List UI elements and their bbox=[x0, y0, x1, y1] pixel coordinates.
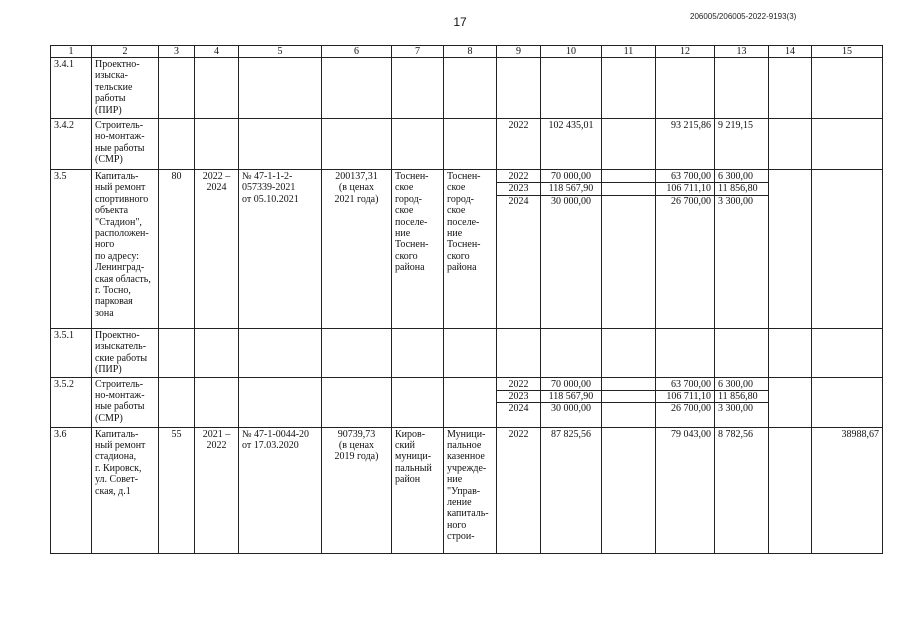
row-number: 3.6 bbox=[51, 427, 92, 553]
item-name: Капиталь- ный ремонт стадиона, г. Кировск, ул. Совет- ская, д.1 bbox=[92, 427, 159, 553]
local-cell: 6 300,00 bbox=[718, 171, 753, 182]
total-cell: 30 000,00 bbox=[541, 402, 601, 414]
program-table bbox=[50, 45, 883, 554]
total-cell: 102 435,01 bbox=[541, 119, 602, 170]
header-cell: 11 bbox=[602, 46, 656, 58]
local-cell: 3 300,00 bbox=[715, 402, 768, 414]
header-cell: 14 bbox=[769, 46, 812, 58]
customer-cell: Тоснен- ское город- ское поселе- ние Тоснен- ского района bbox=[444, 170, 497, 329]
row-number: 3.5 bbox=[51, 170, 92, 329]
item-name: Проектно- изыска- тельские работы (ПИР) bbox=[92, 58, 159, 119]
local-cell: 11 856,80 bbox=[715, 182, 768, 194]
year-cell: 2022 bbox=[508, 378, 529, 390]
capacity-cell: 80 bbox=[159, 170, 195, 329]
total-cell: 30 000,00 bbox=[541, 195, 601, 207]
header-cell: 5 bbox=[239, 46, 322, 58]
local-cell: 3 300,00 bbox=[715, 195, 768, 207]
year-cell: 2023 bbox=[497, 390, 540, 402]
year-cell: 2022 bbox=[497, 119, 541, 170]
expertise-cell: № 47-1-0044-20 от 17.03.2020 bbox=[239, 427, 322, 553]
item-name: Строитель- но-монтаж- ные работы (СМР) bbox=[92, 377, 159, 427]
table-row bbox=[51, 427, 883, 553]
row-number: 3.4.2 bbox=[51, 119, 92, 170]
year-cell: 2024 bbox=[497, 195, 540, 207]
header-cell: 10 bbox=[541, 46, 602, 58]
item-name: Строитель- но-монтаж- ные работы (СМР) bbox=[92, 119, 159, 170]
year-cell: 2024 bbox=[497, 402, 540, 414]
total-cell: 118 567,90 bbox=[541, 390, 601, 402]
local-cell: 8 782,56 bbox=[715, 427, 769, 553]
total-cell: 87 825,56 bbox=[541, 427, 602, 553]
column-numbers-row bbox=[51, 46, 883, 58]
local-cell: 9 219,15 bbox=[715, 119, 769, 170]
expertise-cell: № 47-1-1-2- 057339-2021 от 05.10.2021 bbox=[239, 170, 322, 329]
header-cell: 12 bbox=[656, 46, 715, 58]
row-number: 3.5.2 bbox=[51, 377, 92, 427]
cost-cell: 90739,73 (в ценах 2019 года) bbox=[322, 427, 392, 553]
regional-cell: 79 043,00 bbox=[656, 427, 715, 553]
table-row bbox=[51, 329, 883, 378]
year-cell: 2022 bbox=[508, 171, 529, 182]
local-cell: 6 300,00 bbox=[718, 378, 753, 390]
document-id: 206005/206005-2022-9193(3) bbox=[690, 12, 797, 21]
total-cell: 70 000,00 bbox=[551, 171, 591, 182]
total-cell: 118 567,90 bbox=[541, 182, 601, 194]
municipality-cell: Тоснен- ское город- ское поселе- ние Тоснен- ского района bbox=[392, 170, 444, 329]
header-cell: 3 bbox=[159, 46, 195, 58]
regional-cell: 26 700,00 bbox=[656, 195, 714, 207]
total-cell: 70 000,00 bbox=[551, 378, 591, 390]
local-cell: 11 856,80 bbox=[715, 390, 768, 402]
header-cell: 2 bbox=[92, 46, 159, 58]
regional-cell: 63 700,00 bbox=[671, 378, 711, 390]
item-name: Капиталь- ный ремонт спортивного объекта "Стадион", расположен- ного по адресу: Ленинград- ская область, г. Тосно, парковая зона bbox=[92, 170, 159, 329]
regional-cell: 106 711,10 bbox=[656, 390, 714, 402]
year-cell: 2023 bbox=[497, 182, 540, 194]
regional-cell: 63 700,00 bbox=[671, 171, 711, 182]
header-cell: 9 bbox=[497, 46, 541, 58]
header-cell: 1 bbox=[51, 46, 92, 58]
capacity-cell: 55 bbox=[159, 427, 195, 553]
cost-cell: 200137,31 (в ценах 2021 года) bbox=[322, 170, 392, 329]
col15-cell: 38988,67 bbox=[812, 427, 883, 553]
regional-cell: 26 700,00 bbox=[656, 402, 714, 414]
row-number: 3.5.1 bbox=[51, 329, 92, 378]
table-row bbox=[51, 119, 883, 170]
header-cell: 8 bbox=[444, 46, 497, 58]
regional-cell: 106 711,10 bbox=[656, 182, 714, 194]
table-row bbox=[51, 58, 883, 119]
customer-cell: Муници- пальное казенное учрежде- ние "Управ- ление капиталь- ного строи- bbox=[444, 427, 497, 553]
municipality-cell: Киров- ский муници- пальный район bbox=[392, 427, 444, 553]
header-cell: 6 bbox=[322, 46, 392, 58]
header-cell: 4 bbox=[195, 46, 239, 58]
table-row bbox=[51, 170, 883, 329]
period-cell: 2021 – 2022 bbox=[195, 427, 239, 553]
header-cell: 7 bbox=[392, 46, 444, 58]
header-cell: 13 bbox=[715, 46, 769, 58]
period-cell: 2022 – 2024 bbox=[195, 170, 239, 329]
header-cell: 15 bbox=[812, 46, 883, 58]
item-name: Проектно- изыскатель- ские работы (ПИР) bbox=[92, 329, 159, 378]
table-row bbox=[51, 377, 883, 427]
regional-cell: 93 215,86 bbox=[656, 119, 715, 170]
page-number: 17 bbox=[453, 15, 467, 29]
year-cell: 2022 bbox=[497, 427, 541, 553]
row-number: 3.4.1 bbox=[51, 58, 92, 119]
